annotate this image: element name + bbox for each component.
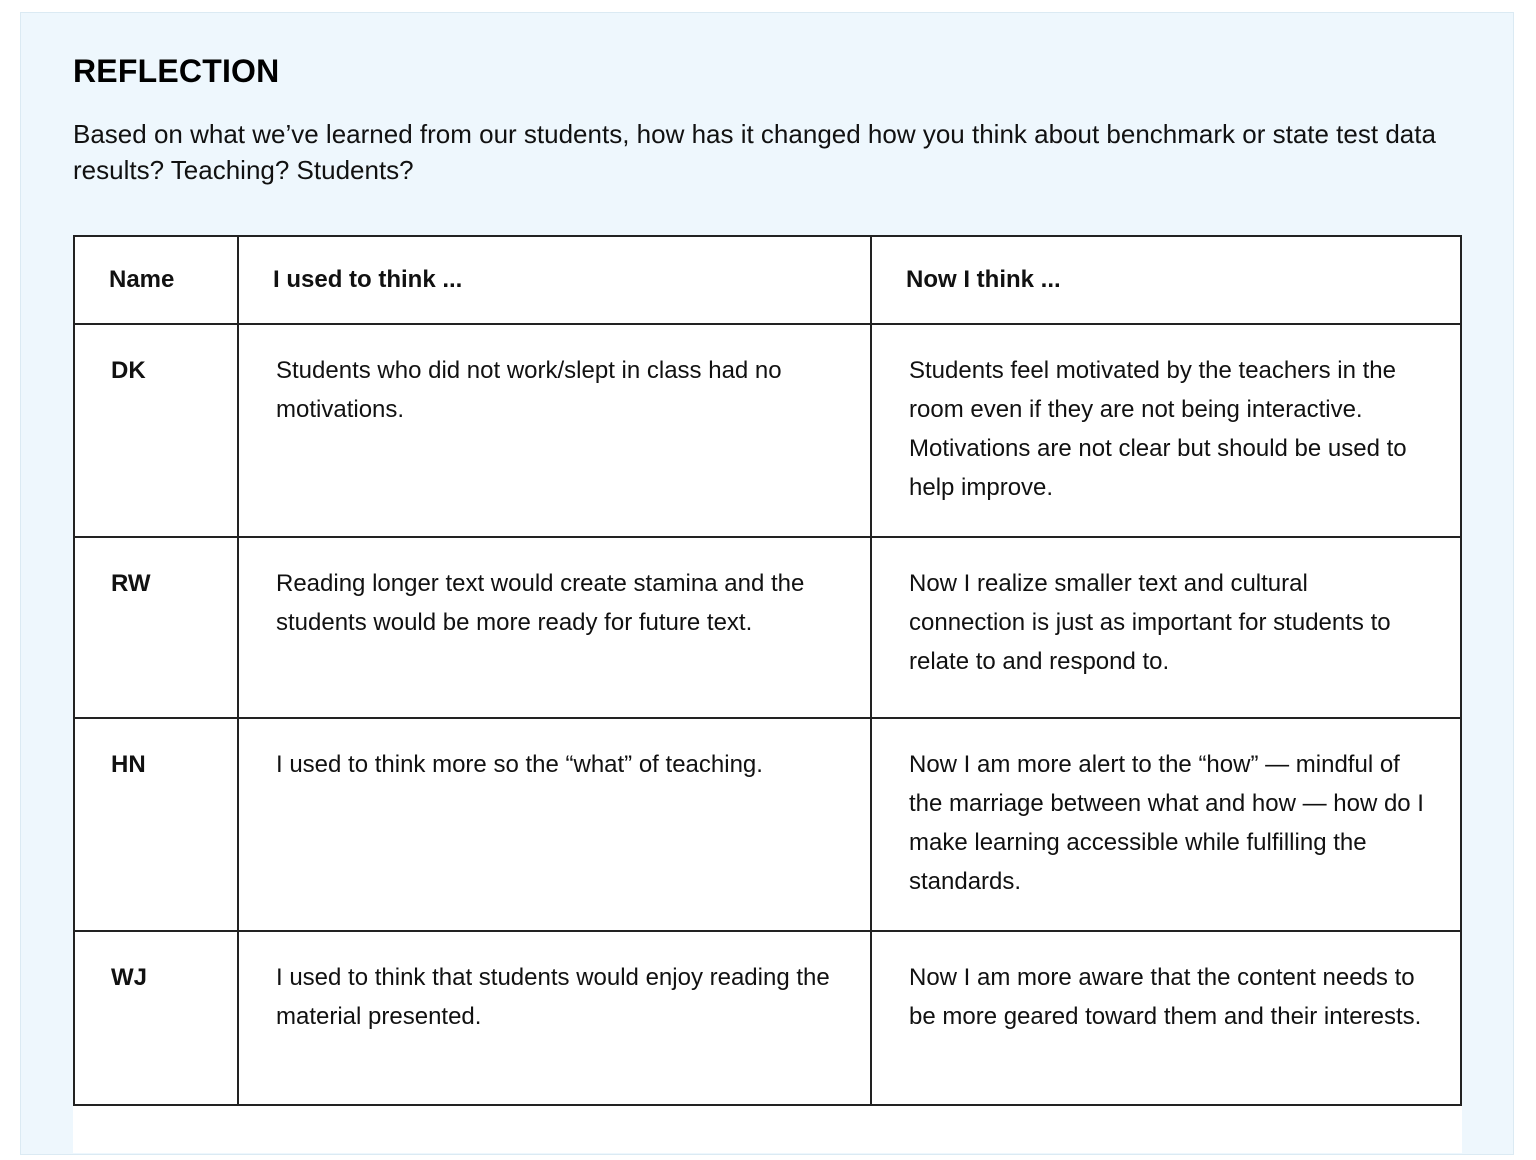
reflection-table-container [73, 235, 1462, 1153]
table-row [74, 537, 1461, 718]
row-name-cell: HN [74, 718, 238, 931]
row-name-cell: RW [74, 537, 238, 718]
used-to-think-cell: Students who did not work/slept in class had no motivations. [238, 324, 871, 537]
now-think-cell: Now I am more aware that the content needs to be more geared toward them and their interests. [871, 931, 1461, 1105]
table-row [74, 718, 1461, 931]
row-name-cell: WJ [74, 931, 238, 1105]
row-name-cell: DK [74, 324, 238, 537]
now-think-cell: Now I am more alert to the “how” — mindful of the marriage between what and how — how do I make learning accessible while fulfilling the standards. [871, 718, 1461, 931]
column-header-now-think: Now I think ... [871, 236, 1461, 324]
used-to-think-cell: I used to think that students would enjoy reading the material presented. [238, 931, 871, 1105]
now-think-cell: Now I realize smaller text and cultural connection is just as important for students to relate to and respond to. [871, 537, 1461, 718]
table-row [74, 931, 1461, 1105]
column-header-name: Name [74, 236, 238, 324]
reflection-panel [20, 12, 1514, 1155]
section-heading: REFLECTION [73, 53, 280, 89]
used-to-think-cell: I used to think more so the “what” of teaching. [238, 718, 871, 931]
table-row [74, 324, 1461, 537]
reflection-table [73, 235, 1462, 1106]
column-header-used-to-think: I used to think ... [238, 236, 871, 324]
used-to-think-cell: Reading longer text would create stamina and the students would be more ready for future text. [238, 537, 871, 718]
table-header-row [74, 236, 1461, 324]
reflection-prompt: Based on what we’ve learned from our students, how has it changed how you think about benchmark or state test data results? Teaching? Students? [73, 119, 1436, 185]
now-think-cell: Students feel motivated by the teachers in the room even if they are not being interactive. Motivations are not clear but should be used to help improve. [871, 324, 1461, 537]
